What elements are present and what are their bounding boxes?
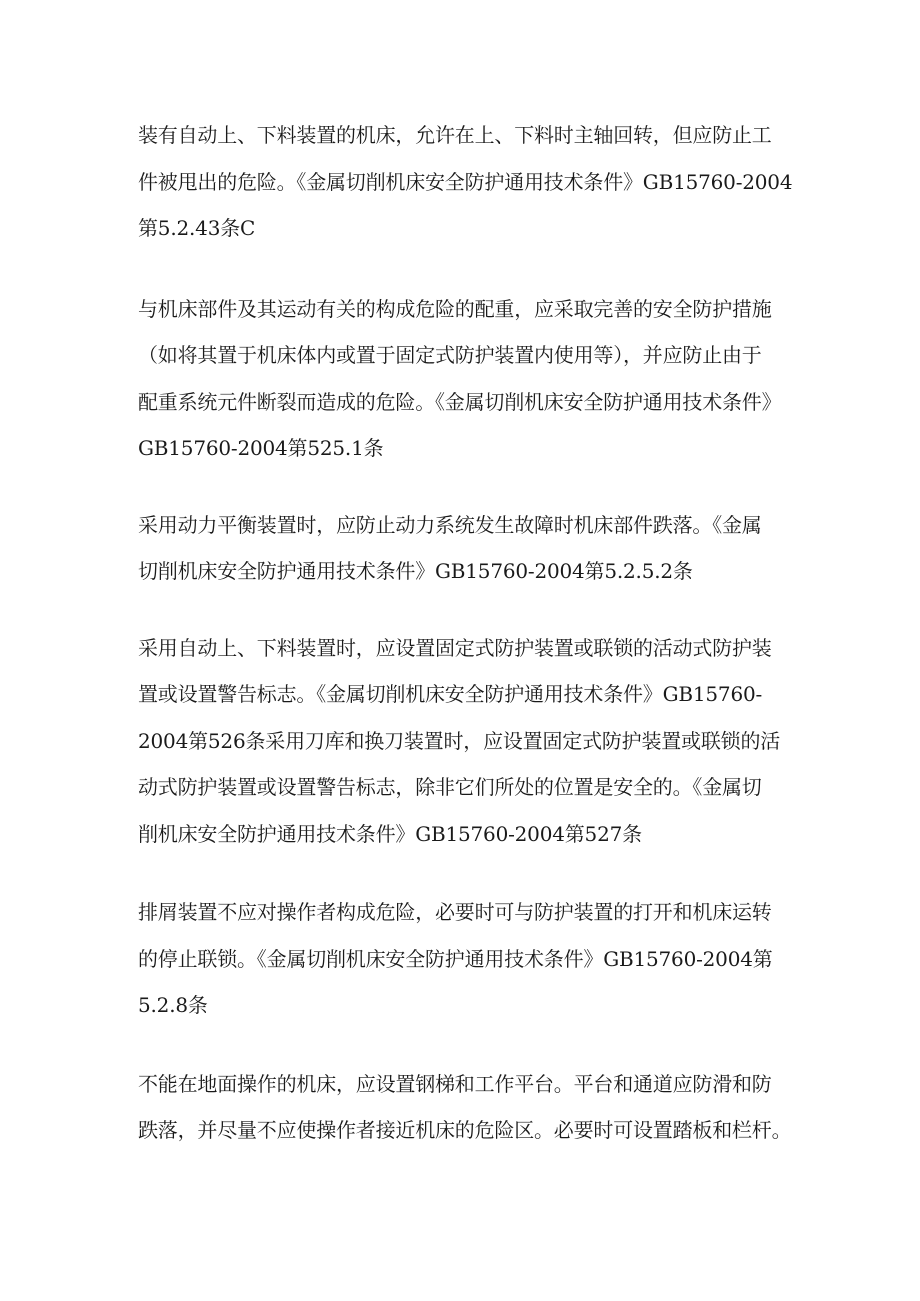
text-line: 装有自动上、下料装置的机床，允许在上、下料时主轴回转，但应防止工 [138,123,772,147]
text-line: 置或设置警告标志。《金属切削机床安全防护通用技术条件》GB15760- [138,682,763,706]
paragraph-auto-loading-spindle [138,112,798,252]
paragraph-power-balancing [138,502,798,595]
text-line: 配重系统元件断裂而造成的危险。《金属切削机床安全防护通用技术条件》 [138,389,782,414]
text-line: 件被甩出的危险。《金属切削机床安全防护通用技术条件》GB15760-2004 [138,169,793,194]
text-line: 的停止联锁。《金属切削机床安全防护通用技术条件》GB15760-2004第 [138,946,773,971]
text-line: 不能在地面操作的机床，应设置钢梯和工作平台。平台和通道应防滑和防 [138,1071,772,1096]
text-line: GB15760-2004第525.1条 [138,436,384,460]
paragraph-guards-tool-magazine [138,625,798,858]
text-line: 与机床部件及其运动有关的构成危险的配重，应采取完善的安全防护措施 [138,296,772,321]
text-line: 削机床安全防护通用技术条件》GB15760-2004第527条 [138,821,642,846]
text-line: 5.2.8条 [138,993,208,1017]
paragraph-platform-ladder [138,1061,798,1154]
text-line: （如将其置于机床体内或置于固定式防护装置内使用等），并应防止由于 [138,343,762,367]
text-line: 动式防护装置或设置警告标志，除非它们所处的位置是安全的。《金属切 [138,775,762,799]
text-line: 切削机床安全防护通用技术条件》GB15760-2004第5.2.5.2条 [138,559,693,583]
paragraph-counterweight [138,286,798,472]
text-line: 采用自动上、下料装置时，应设置固定式防护装置或联锁的活动式防护装 [138,635,772,660]
text-line: 采用动力平衡装置时，应防止动力系统发生故障时机床部件跌落。《金属 [138,512,762,537]
document-body [138,112,798,1154]
text-line: 排屑装置不应对操作者构成危险，必要时可与防护装置的打开和机床运转 [138,900,772,924]
text-line: 2004第526条采用刀库和换刀装置时，应设置固定式防护装置或联锁的活 [138,728,781,753]
text-line: 跌落，并尽量不应使操作者接近机床的危险区。必要时可设置踏板和栏杆。 [138,1118,792,1142]
paragraph-chip-removal [138,889,798,1029]
text-line: 第5.2.43条C [138,216,256,240]
